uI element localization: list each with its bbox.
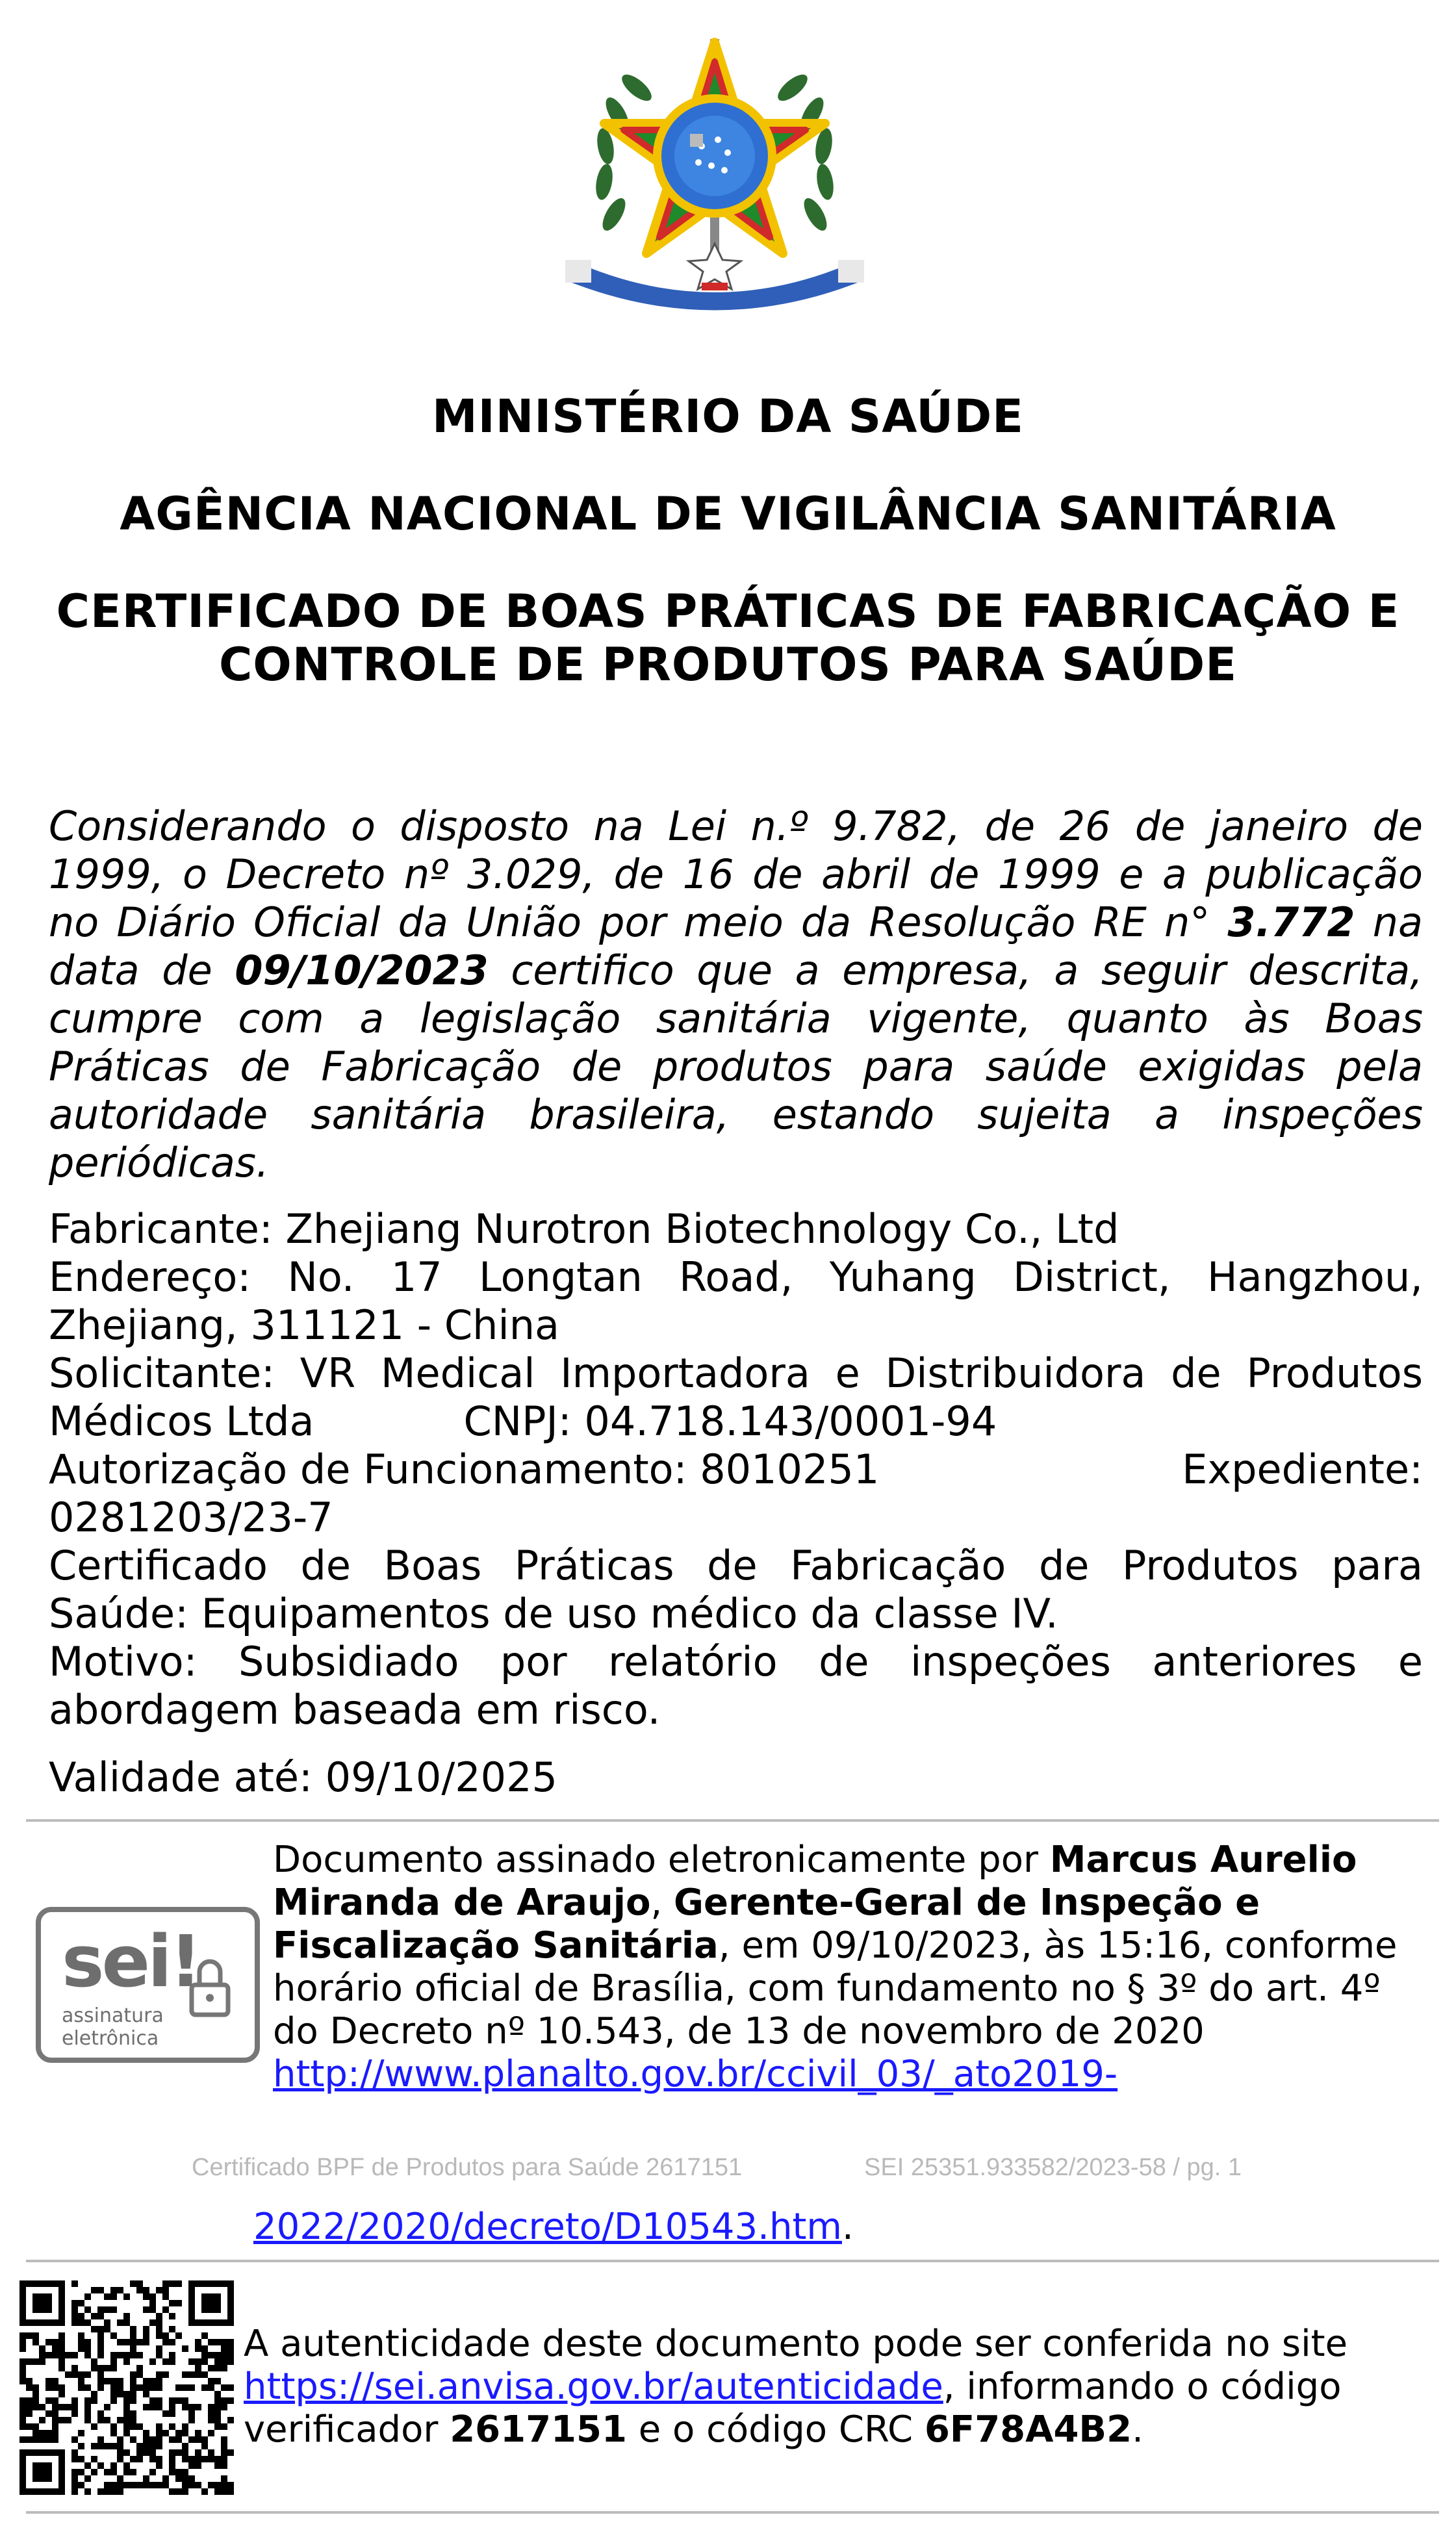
signature-text: Documento assinado eletronicamente por [273, 1839, 1050, 1881]
certificate-title-line1: CERTIFICADO DE BOAS PRÁTICAS DE FABRICAÇÃO E [56, 585, 1400, 638]
divider [26, 2260, 1439, 2262]
crc-code: 6F78A4B2 [924, 2408, 1132, 2451]
resolution-number: 3.772 [1227, 899, 1355, 946]
intro-line: Considerando o disposto na Lei n.º 9.782, de 26 de janeiro de [49, 802, 1423, 850]
authorization-number: Autorização de Funcionamento: 8010251 [49, 1446, 880, 1493]
intro-line: cumpre com a legislação sanitária vigente, quanto às Boas [49, 995, 1423, 1042]
footer-note-right: SEI 25351.933582/2023-58 / pg. 1 [864, 2154, 1242, 2181]
intro-line [49, 899, 1423, 947]
requester-name-end: Médicos Ltda [49, 1398, 314, 1445]
authenticity-line [244, 2366, 1433, 2408]
manufacturer-line: Fabricante: Zhejiang Nurotron Biotechnology Co., Ltd [49, 1205, 1119, 1253]
expediente-number: 0281203/23-7 [49, 1494, 333, 1541]
authenticity-text: . [1132, 2408, 1143, 2451]
intro-text: data de [49, 947, 235, 994]
authenticity-text: , informando o código [943, 2366, 1342, 2408]
company-details [49, 1205, 1423, 1802]
qr-code [19, 2280, 234, 2495]
publication-date: 09/10/2023 [235, 947, 489, 994]
intro-text: certifico que a empresa, a seguir descrita, [488, 947, 1423, 994]
intro-paragraph [49, 802, 1423, 1187]
signature-line [273, 1924, 1436, 1967]
decree-link[interactable]: http://www.planalto.gov.br/ccivil_03/_ato2019- [273, 2053, 1118, 2095]
cnpj: CNPJ: 04.718.143/0001-94 [463, 1398, 997, 1445]
certificate-line: Certificado de Boas Práticas de Fabricação de Produtos para [49, 1542, 1423, 1589]
ministry-heading: MINISTÉRIO DA SAÚDE [432, 390, 1024, 443]
decree-link-continuation [253, 2206, 854, 2249]
agency-heading: AGÊNCIA NACIONAL DE VIGILÂNCIA SANITÁRIA [120, 487, 1336, 541]
footer-note-left: Certificado BPF de Produtos para Saúde 2617151 [192, 2154, 743, 2181]
divider [26, 1819, 1439, 1822]
intro-text: no Diário Oficial da União por meio da Resolução RE n° [49, 899, 1228, 946]
coat-of-arms-emblem [552, 26, 877, 318]
signature-line [273, 1839, 1436, 1882]
address-line: Endereço: No. 17 Longtan Road, Yuhang District, Hangzhou, [49, 1253, 1423, 1301]
sei-seal-caption: assinatura [62, 2004, 164, 2027]
signer-name: Marcus Aurelio [1049, 1839, 1357, 1881]
reason-line: Motivo: Subsidiado por relatório de inspeções anteriores e [49, 1638, 1423, 1685]
sei-seal [36, 1907, 260, 2063]
certificate-line: Saúde: Equipamentos de uso médico da classe IV. [49, 1590, 1058, 1637]
reason-line: abordagem baseada em risco. [49, 1686, 661, 1733]
authorization-line [49, 1446, 1423, 1494]
authenticity-link[interactable]: https://sei.anvisa.gov.br/autenticidade [244, 2366, 943, 2408]
intro-line: 1999, o Decreto nº 3.029, de 16 de abril de 1999 e a publicação [49, 850, 1423, 898]
expediente-label: Expediente: [1182, 1446, 1423, 1493]
requester-line [49, 1398, 1423, 1446]
authenticity-block [244, 2323, 1433, 2451]
sei-seal-caption: eletrônica [62, 2027, 159, 2050]
signature-text: , [650, 1882, 674, 1924]
intro-line: Práticas de Fabricação de produtos para saúde exigidas pela [49, 1043, 1423, 1090]
signer-name: Miranda de Araujo [273, 1882, 651, 1924]
signature-text: , em 09/10/2023, às 15:16, conforme [718, 1924, 1398, 1967]
authenticity-line: A autenticidade deste documento pode ser conferida no site [244, 2323, 1348, 2365]
validity-line: Validade até: 09/10/2025 [49, 1754, 557, 1801]
address-line: Zhejiang, 311121 - China [49, 1301, 559, 1349]
intro-line: autoridade sanitária brasileira, estando sujeita a inspeções [49, 1091, 1423, 1138]
signature-text: . [841, 2206, 854, 2248]
intro-text: na [1355, 899, 1423, 946]
intro-line [49, 947, 1423, 995]
verifier-code: 2617151 [450, 2408, 627, 2451]
signer-role: Gerente-Geral de Inspeção e [674, 1882, 1260, 1924]
divider [26, 2511, 1439, 2514]
certificate-title-line2: CONTROLE DE PRODUTOS PARA SAÚDE [218, 638, 1238, 691]
signature-line: do Decreto nº 10.543, de 13 de novembro de 2020 [273, 2010, 1205, 2052]
authenticity-line [244, 2408, 1433, 2451]
authenticity-text: verificador [244, 2408, 450, 2451]
requester-line: Solicitante: VR Medical Importadora e Distribuidora de Produtos [49, 1349, 1423, 1397]
signature-line [273, 1882, 1436, 1924]
intro-line: periódicas. [49, 1139, 269, 1186]
signature-block [273, 1839, 1436, 2096]
signature-line [273, 2053, 1436, 2096]
sei-seal-logo: sei! [62, 1920, 199, 2003]
decree-link[interactable]: 2022/2020/decreto/D10543.htm [253, 2206, 842, 2248]
signer-role: Fiscalização Sanitária [273, 1924, 719, 1967]
authenticity-text: e o código CRC [626, 2408, 925, 2451]
signature-line: horário oficial de Brasília, com fundamento no § 3º do art. 4º [273, 1967, 1381, 2010]
